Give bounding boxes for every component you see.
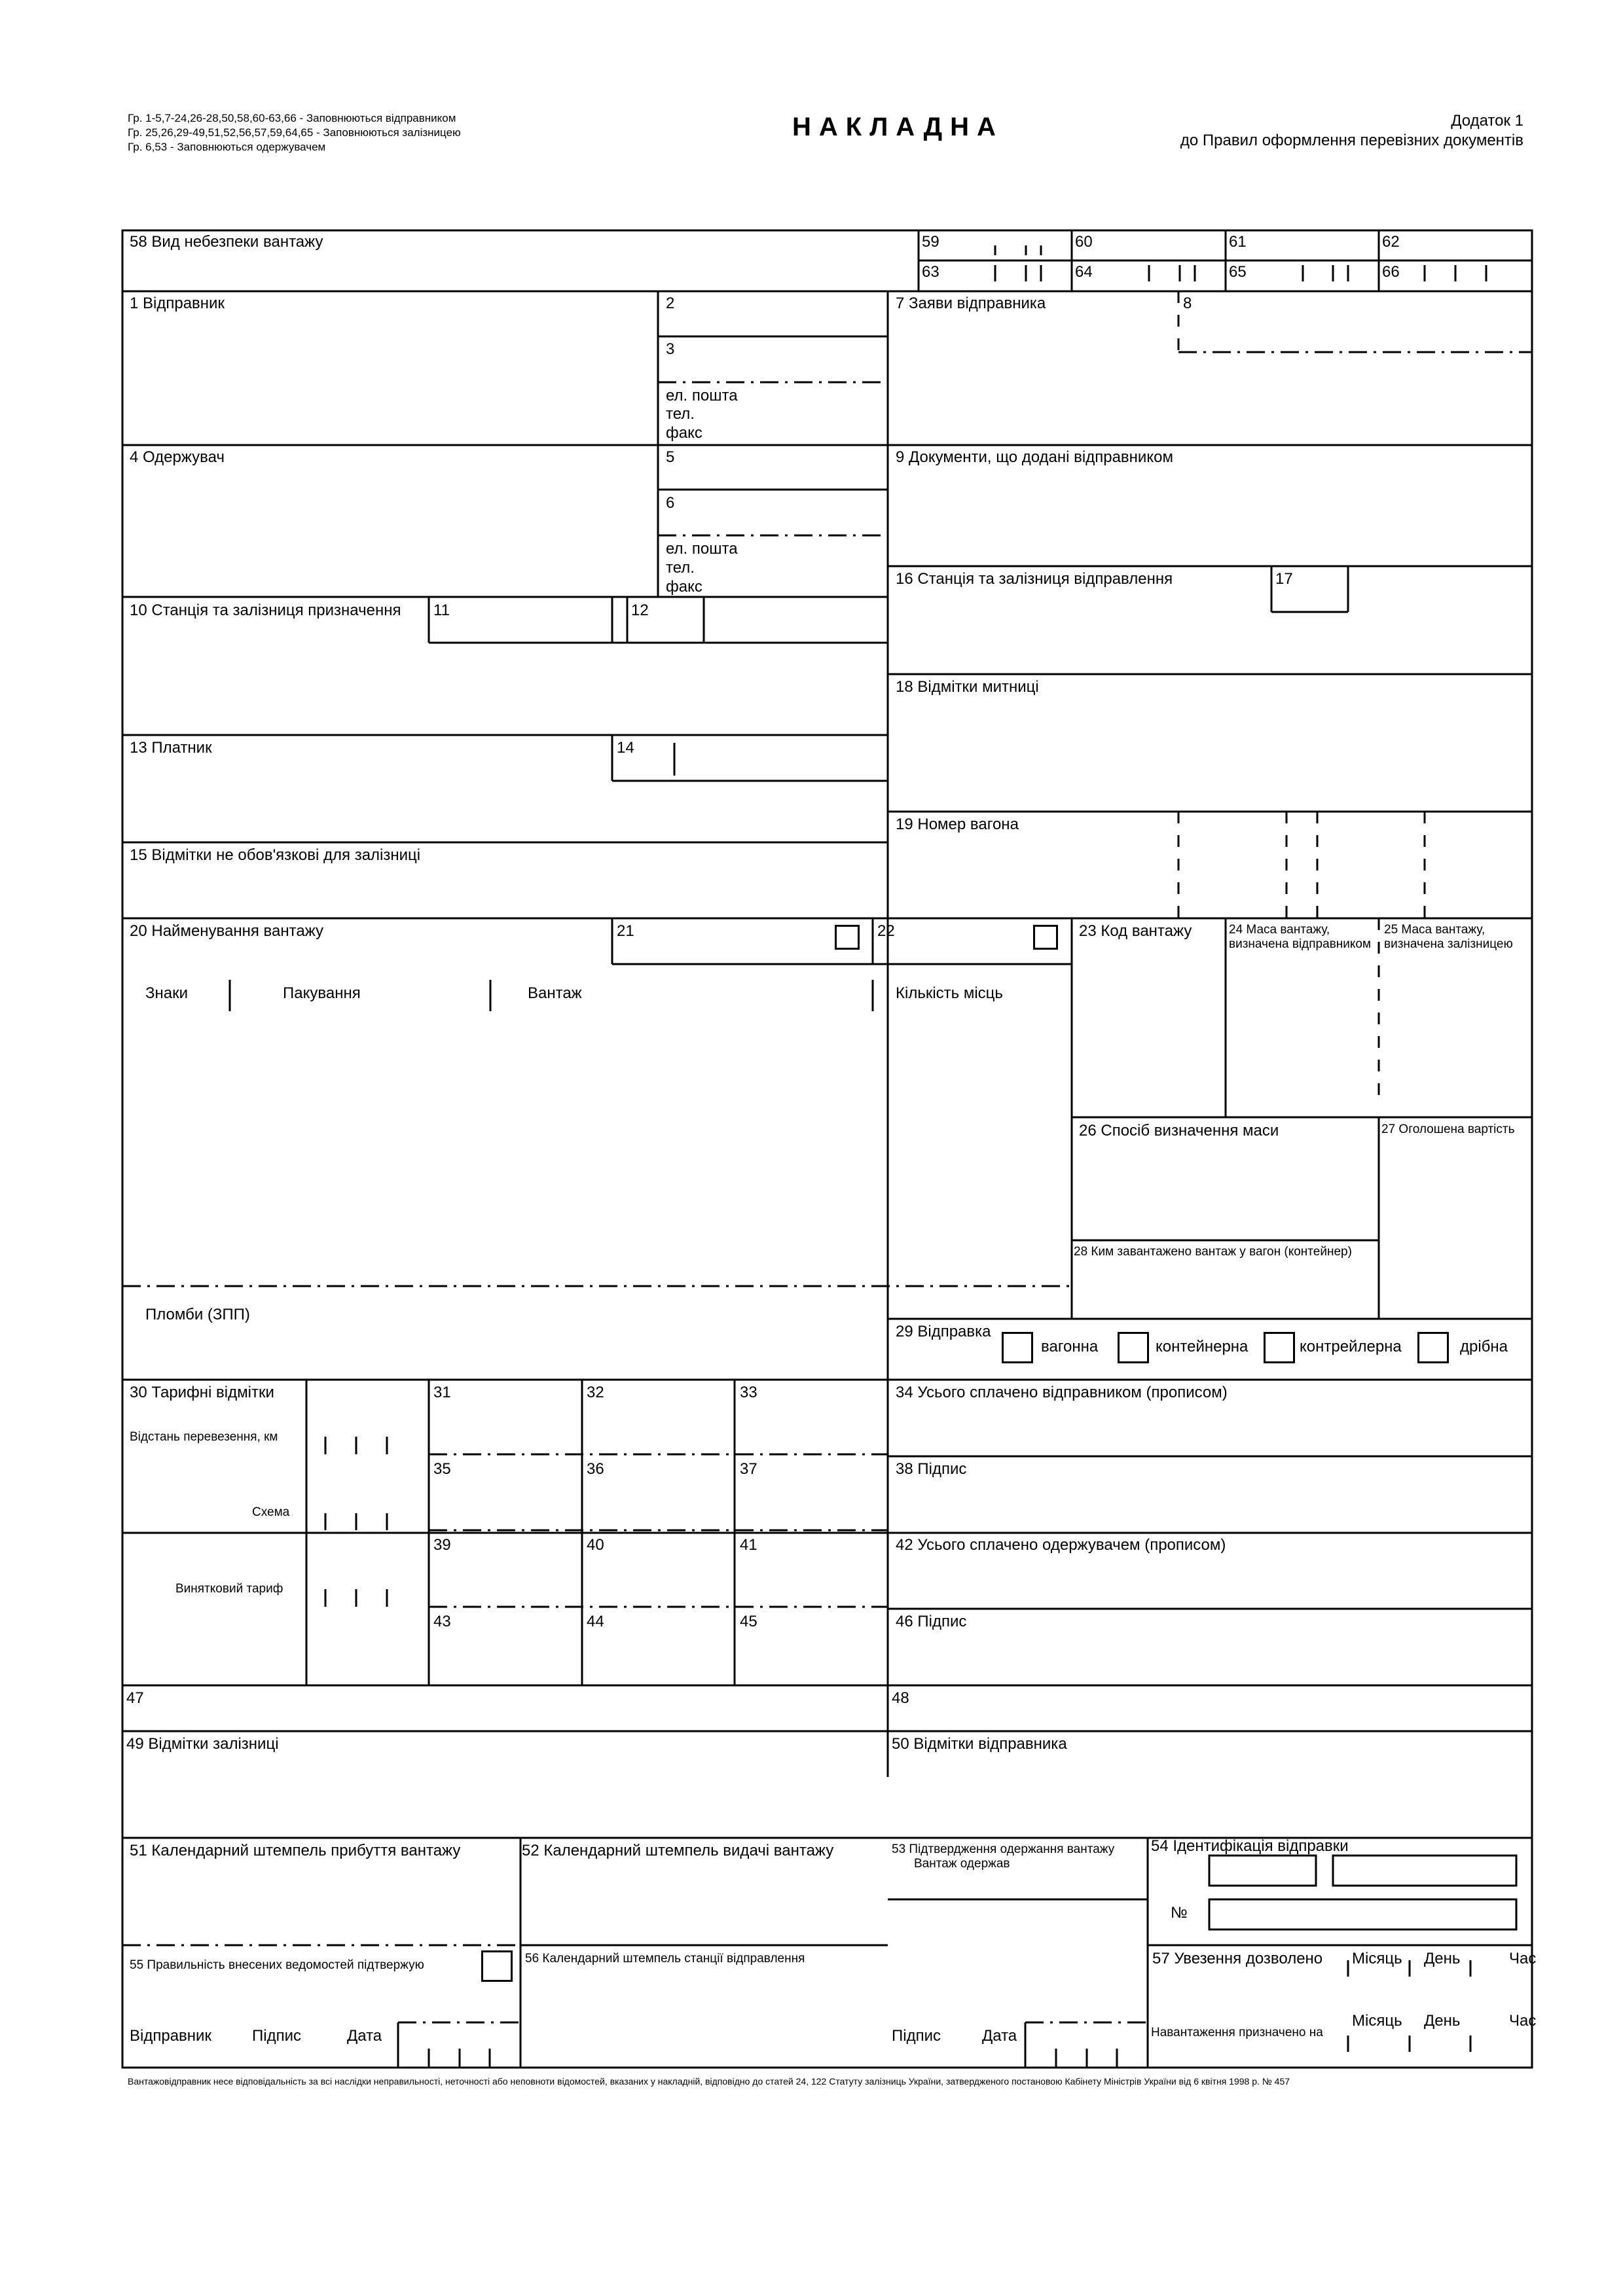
field-38-signature: 38 Підпис <box>896 1460 967 1478</box>
label-month-1: Місяць <box>1352 1950 1402 1967</box>
sender-fax-label: факс <box>666 424 702 442</box>
option-contrailer: контрейлерна <box>1300 1338 1402 1355</box>
field-41: 41 <box>740 1536 757 1554</box>
field-13-payer: 13 Платник <box>130 739 212 757</box>
field-44: 44 <box>587 1613 604 1630</box>
field-25-sublabel: визначена залізницею <box>1384 937 1513 951</box>
field-10-destination: 10 Станція та залізниця призначення <box>130 601 401 619</box>
contrailer-checkbox[interactable] <box>1264 1332 1295 1363</box>
label-hour-2: Час <box>1509 2012 1537 2030</box>
field-35: 35 <box>433 1460 451 1478</box>
field-11: 11 <box>433 601 450 619</box>
field-3: 3 <box>666 340 675 358</box>
liability-footer: Вантажовідправник несе відповідальність за всі наслідки неправильності, неточності або неповноти відомостей, вказаних у накладній, відповідно до статей 24, 122 Статуту залізниць України, затвердженого постановою Кабінету Міністрів України від 6 квітня 1998 р. № 457 <box>128 2076 1290 2087</box>
field-22-checkbox[interactable] <box>1033 925 1058 950</box>
field-46-signature: 46 Підпис <box>896 1613 967 1630</box>
field-40: 40 <box>587 1536 604 1554</box>
field-19-wagon: 19 Номер вагона <box>896 816 1019 833</box>
header-note-1: Гр. 1-5,7-24,26-28,50,58,60-63,66 - Заповнюються відправником <box>128 112 456 124</box>
label-month-2: Місяць <box>1352 2012 1402 2030</box>
field-28-loaded-by: 28 Ким завантажено вантаж у вагон (контейнер) <box>1074 1245 1352 1259</box>
option-wagon: вагонна <box>1041 1338 1099 1355</box>
option-container: контейнерна <box>1156 1338 1249 1355</box>
field-53-confirmation <box>892 1842 1114 1871</box>
field-17: 17 <box>1275 570 1293 588</box>
field-59: 59 <box>922 233 939 251</box>
field-23-cargo-code: 23 Код вантажу <box>1079 922 1192 940</box>
field-33: 33 <box>740 1384 757 1401</box>
field-2: 2 <box>666 295 675 312</box>
field-34-paid-sender: 34 Усього сплачено відправником (прописом) <box>896 1384 1228 1401</box>
field-55-confirm: 55 Правильність внесених ведомостей підтвержую <box>130 1958 424 1972</box>
form-frame <box>122 230 1532 2068</box>
field-51-arrival-stamp: 51 Календарний штемпель прибуття вантажу <box>130 1842 461 1859</box>
field-57-import-allowed: 57 Увезення дозволено <box>1152 1950 1323 1967</box>
field-18-customs: 18 Відмітки митниці <box>896 678 1039 696</box>
field-56-departure-stamp: 56 Календарний штемпель станції відправлення <box>525 1952 805 1965</box>
appendix-subtitle: до Правил оформлення перевізних документів <box>1180 132 1523 149</box>
field-5: 5 <box>666 448 675 466</box>
field-25-label: 25 Маса вантажу, <box>1384 923 1486 937</box>
field-24-label: 24 Маса вантажу, <box>1229 923 1330 937</box>
receiver-date-label: Дата <box>982 2027 1017 2045</box>
field-53-sublabel: Вантаж одержав <box>914 1856 1010 1871</box>
field-32: 32 <box>587 1384 604 1401</box>
column-marks: Знаки <box>145 984 189 1002</box>
consignee-tel-label: тел. <box>666 559 695 577</box>
field-62: 62 <box>1382 233 1400 251</box>
receiver-signature-label: Підпис <box>892 2027 941 2045</box>
sender-tel-label: тел. <box>666 405 695 423</box>
field-8: 8 <box>1183 295 1192 312</box>
field-65: 65 <box>1229 263 1247 281</box>
sender-signature-label: Підпис <box>252 2027 301 2045</box>
field-52-delivery-stamp: 52 Календарний штемпель видачі вантажу <box>522 1842 834 1859</box>
field-7-statements: 7 Заяви відправника <box>896 295 1046 312</box>
field-45: 45 <box>740 1613 757 1630</box>
field-4-consignee: 4 Одержувач <box>130 448 225 466</box>
field-36: 36 <box>587 1460 604 1478</box>
field-42-paid-consignee: 42 Усього сплачено одержувачем (прописом) <box>896 1536 1226 1554</box>
field-15-notes: 15 Відмітки не обов'язкові для залізниці <box>130 846 421 864</box>
small-checkbox[interactable] <box>1417 1332 1449 1363</box>
field-63: 63 <box>922 263 939 281</box>
field-60: 60 <box>1075 233 1093 251</box>
label-hour-1: Час <box>1509 1950 1537 1967</box>
container-checkbox[interactable] <box>1118 1332 1149 1363</box>
sender-email-label: ел. пошта <box>666 387 738 404</box>
field-55-checkbox[interactable] <box>481 1950 513 1982</box>
header-note-3: Гр. 6,53 - Заповнюються одержувачем <box>128 141 326 153</box>
field-64: 64 <box>1075 263 1093 281</box>
field-25-mass-railway <box>1384 923 1513 952</box>
document-title: НАКЛАДНА <box>792 113 1004 141</box>
field-29-shipment: 29 Відправка <box>896 1323 991 1340</box>
label-day-2: День <box>1424 2012 1461 2030</box>
exceptional-tariff-label: Винятковий тариф <box>175 1582 283 1596</box>
field-1-sender: 1 Відправник <box>130 295 225 312</box>
field-24-mass-sender <box>1229 923 1371 952</box>
field-47: 47 <box>126 1689 144 1707</box>
option-small: дрібна <box>1460 1338 1508 1355</box>
loading-assigned-label: Навантаження призначено на <box>1151 2026 1323 2039</box>
number-sign: № <box>1171 1904 1188 1922</box>
field-61: 61 <box>1229 233 1247 251</box>
consignee-email-label: ел. пошта <box>666 540 738 558</box>
field-14: 14 <box>617 739 634 757</box>
field-26-mass-method: 26 Спосіб визначення маси <box>1079 1122 1279 1139</box>
field-21-checkbox[interactable] <box>835 925 860 950</box>
field-20-cargo-name: 20 Найменування вантажу <box>130 922 324 940</box>
field-22: 22 <box>877 922 895 940</box>
field-66: 66 <box>1382 263 1400 281</box>
field-39: 39 <box>433 1536 451 1554</box>
field-53-label: 53 Підтвердження одержання вантажу <box>892 1842 1115 1856</box>
field-54-identification: 54 Ідентифікація відправки <box>1151 1837 1349 1855</box>
field-50-sender-notes: 50 Відмітки відправника <box>892 1735 1067 1753</box>
column-packing: Пакування <box>283 984 361 1002</box>
field-48: 48 <box>892 1689 909 1707</box>
scheme-label: Схема <box>252 1505 290 1519</box>
consignee-fax-label: факс <box>666 578 702 596</box>
sender-date-label: Дата <box>347 2027 382 2045</box>
appendix-label: Додаток 1 <box>1451 112 1523 130</box>
column-cargo: Вантаж <box>528 984 582 1002</box>
header-note-2: Гр. 25,26,29-49,51,52,56,57,59,64,65 - Заповнюються залізницею <box>128 126 461 139</box>
field-58-hazard: 58 Вид небезпеки вантажу <box>130 233 323 251</box>
field-16-departure: 16 Станція та залізниця відправлення <box>896 570 1173 588</box>
field-27-declared-value: 27 Оголошена вартість <box>1381 1122 1515 1136</box>
wagon-checkbox[interactable] <box>1002 1332 1033 1363</box>
field-24-sublabel: визначена відправником <box>1229 937 1372 951</box>
field-37: 37 <box>740 1460 757 1478</box>
field-9-documents: 9 Документи, що додані відправником <box>896 448 1173 466</box>
field-43: 43 <box>433 1613 451 1630</box>
field-12: 12 <box>631 601 649 619</box>
sender-label: Відправник <box>130 2027 211 2045</box>
field-21: 21 <box>617 922 634 940</box>
seals-label: Пломби (ЗПП) <box>145 1306 250 1323</box>
field-30-tariff: 30 Тарифні відмітки <box>130 1384 274 1401</box>
label-day-1: День <box>1424 1950 1461 1967</box>
column-places: Кількість місць <box>896 984 1003 1002</box>
distance-label: Відстань перевезення, км <box>130 1430 278 1444</box>
field-49-railway-notes: 49 Відмітки залізниці <box>126 1735 279 1753</box>
field-31: 31 <box>433 1384 451 1401</box>
field-6: 6 <box>666 494 675 512</box>
